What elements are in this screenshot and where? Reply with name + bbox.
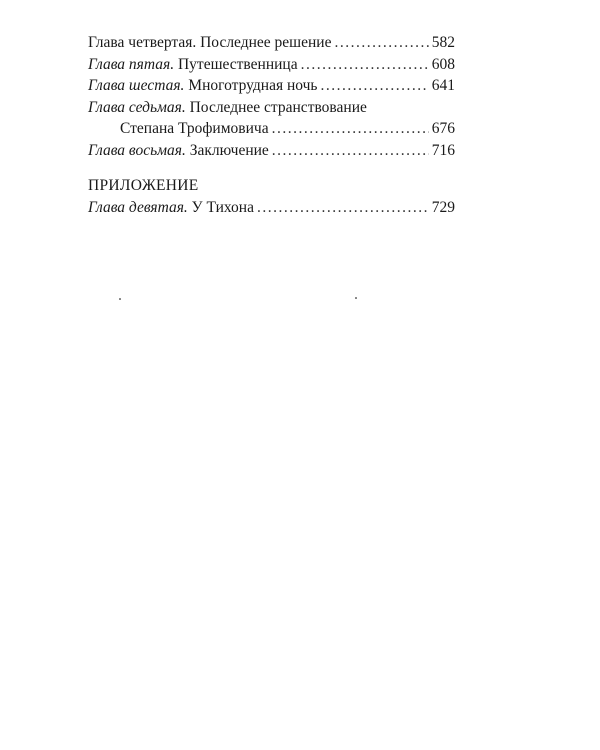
chapter-number: Глава девятая. [88, 198, 188, 216]
chapter-title-line-2: Степана Трофимовича [120, 120, 269, 137]
chapter-title: Последнее решение [200, 34, 332, 51]
page-number: 716 [431, 141, 455, 159]
chapter-title: У Тихона [191, 198, 254, 216]
speck [119, 298, 121, 300]
toc-entry-label [88, 197, 254, 219]
toc-entry-label [88, 54, 298, 76]
page-number: 641 [431, 77, 455, 94]
toc-entry-chapter-5 [88, 54, 455, 76]
dot-leader [272, 118, 429, 140]
toc-entry-label [88, 32, 331, 54]
page-number: 582 [431, 34, 455, 51]
chapter-title: Заключение [189, 141, 269, 159]
page-number: 729 [431, 198, 455, 216]
toc-entry-chapter-9 [88, 197, 455, 219]
toc-entry-chapter-7-line-2 [88, 118, 455, 140]
page-number: 676 [431, 120, 455, 137]
speck [355, 297, 357, 299]
toc-entry-chapter-4 [88, 32, 455, 54]
dot-leader [257, 197, 429, 219]
chapter-number: Глава четвертая. [88, 34, 197, 51]
table-of-contents [88, 32, 455, 218]
appendix-heading: ПРИЛОЖЕНИЕ [88, 177, 199, 194]
chapter-number: Глава седьмая. [88, 98, 186, 116]
toc-entry-chapter-7-line-1 [88, 97, 455, 119]
chapter-number: Глава шестая. [88, 77, 185, 94]
toc-entry-label [88, 75, 317, 97]
dot-leader [320, 75, 428, 97]
dot-leader [334, 32, 428, 54]
dot-leader [301, 54, 429, 76]
toc-entry-chapter-8 [88, 140, 455, 162]
dot-leader [272, 140, 429, 162]
chapter-number: Глава пятая. [88, 55, 175, 73]
chapter-title: Путешественница [177, 55, 298, 73]
toc-entry-chapter-6 [88, 75, 455, 97]
chapter-title-line-1: Последнее странствование [189, 98, 367, 116]
page-number: 608 [431, 55, 455, 73]
chapter-number: Глава восьмая. [88, 141, 186, 159]
toc-entry-label [88, 140, 269, 162]
chapter-title: Многотрудная ночь [188, 77, 318, 94]
